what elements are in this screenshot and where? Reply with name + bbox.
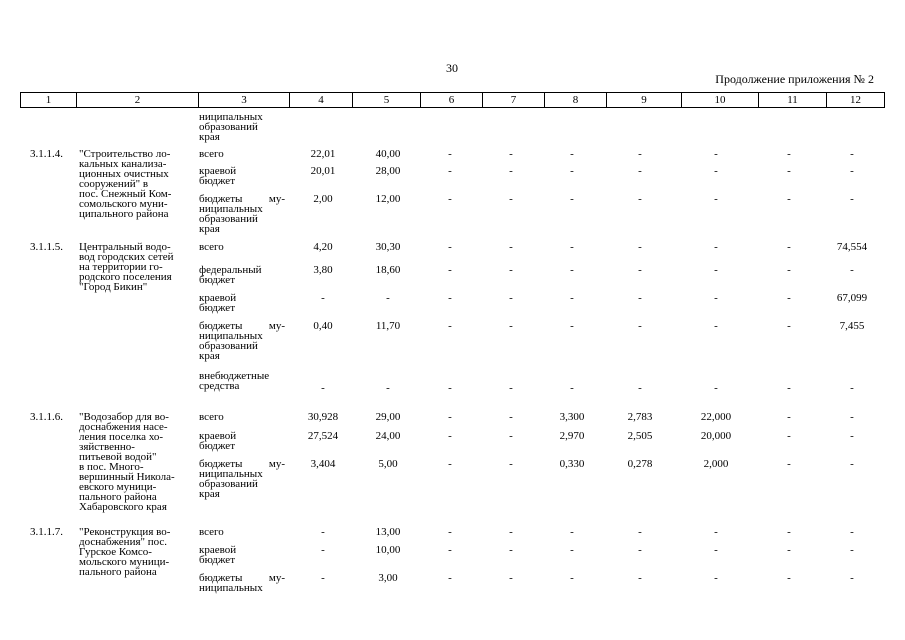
page-number: 30: [446, 61, 458, 75]
funding-source-line: всего: [199, 241, 224, 253]
table-cell-value: -: [850, 264, 854, 276]
table-cell-value: -: [638, 382, 642, 394]
row-name-line: Хабаровского края: [79, 501, 167, 513]
table-cell-value: -: [448, 193, 452, 205]
funding-source-line: бюджеты му-: [199, 458, 285, 470]
table-cell-value: -: [714, 193, 718, 205]
table-cell-value: 67,099: [836, 292, 868, 304]
table-cell-value: -: [509, 382, 513, 394]
funding-source-line: средства: [199, 380, 240, 392]
row-name-line: на территории го-: [79, 261, 163, 273]
row-name-line: Гурское Комсо-: [79, 546, 152, 558]
table-cell-value: -: [787, 264, 791, 276]
header-col-8: 8: [545, 93, 607, 108]
table-cell-value: -: [448, 382, 452, 394]
table-cell-value: -: [448, 411, 452, 423]
table-cell-value: -: [509, 193, 513, 205]
funding-source-line: бюджет: [199, 554, 235, 566]
row-name-line: доснабжения" пос.: [79, 536, 168, 548]
table-cell-value: -: [787, 411, 791, 423]
table-cell-value: 2,505: [627, 430, 653, 442]
table-cell-value: -: [787, 241, 791, 253]
table-cell-value: 0,278: [627, 458, 653, 470]
funding-source-line: краевой: [199, 292, 237, 304]
table-cell-value: -: [787, 544, 791, 556]
table-cell-value: -: [321, 292, 325, 304]
funding-source-line: образований: [199, 213, 258, 225]
table-cell-value: 5,00: [378, 458, 398, 470]
row-name-line: ципального района: [79, 208, 169, 220]
funding-source-line: всего: [199, 148, 224, 160]
table-cell-value: -: [570, 382, 574, 394]
header-col-5: 5: [353, 93, 421, 108]
funding-source-line: краевой: [199, 430, 237, 442]
header-col-3: 3: [199, 93, 290, 108]
table-cell-value: 13,00: [375, 526, 401, 538]
table-cell-value: 3,80: [313, 264, 333, 276]
row-name-line: вершинный Никола-: [79, 471, 175, 483]
table-cell-value: -: [321, 544, 325, 556]
table-cell-value: -: [787, 458, 791, 470]
table-cell-value: -: [714, 382, 718, 394]
table-cell-value: -: [850, 572, 854, 584]
row-name-line: вод городских сетей: [79, 251, 174, 263]
table-cell-value: -: [509, 165, 513, 177]
funding-source-line: бюджеты му-: [199, 320, 285, 332]
table-cell-value: -: [321, 526, 325, 538]
funding-source-line: бюджет: [199, 274, 235, 286]
funding-source-line: бюджеты му-: [199, 193, 285, 205]
table-cell-value: -: [714, 572, 718, 584]
table-cell-value: -: [509, 430, 513, 442]
header-col-10: 10: [682, 93, 759, 108]
table-cell-value: -: [570, 320, 574, 332]
table-cell-value: 0,40: [313, 320, 333, 332]
table-cell-value: -: [638, 320, 642, 332]
table-cell-value: -: [570, 526, 574, 538]
funding-source-line: бюджет: [199, 175, 235, 187]
row-code: 3.1.1.6.: [30, 411, 63, 423]
table-cell-value: -: [638, 148, 642, 160]
table-cell-value: -: [448, 544, 452, 556]
table-cell-value: -: [638, 544, 642, 556]
table-cell-value: 22,000: [700, 411, 732, 423]
table-cell-value: -: [321, 382, 325, 394]
row-name-line: "Водозабор для во-: [79, 411, 169, 423]
table-cell-value: -: [448, 165, 452, 177]
row-name-line: пального района: [79, 491, 157, 503]
table-cell-value: 11,70: [375, 320, 401, 332]
table-cell-value: -: [570, 193, 574, 205]
row-name-line: "Строительство ло-: [79, 148, 171, 160]
table-cell-value: 12,00: [375, 193, 401, 205]
table-cell-value: -: [509, 241, 513, 253]
table-cell-value: 10,00: [375, 544, 401, 556]
table-cell-value: -: [509, 458, 513, 470]
table-cell-value: 3,00: [378, 572, 398, 584]
table-cell-value: 29,00: [375, 411, 401, 423]
row-name-line: мольского муници-: [79, 556, 170, 568]
row-name-line: сооружений" в: [79, 178, 149, 190]
table-cell-value: -: [714, 544, 718, 556]
table-cell-value: -: [448, 264, 452, 276]
table-cell-value: 18,60: [375, 264, 401, 276]
row-name-line: сомольского муни-: [79, 198, 168, 210]
table-cell-value: -: [787, 193, 791, 205]
table-cell-value: 28,00: [375, 165, 401, 177]
table-cell-value: 4,20: [313, 241, 333, 253]
row-code: 3.1.1.5.: [30, 241, 63, 253]
table-cell-value: -: [570, 241, 574, 253]
header-col-4: 4: [290, 93, 353, 108]
row-name-line: пального района: [79, 566, 157, 578]
table-cell-value: -: [386, 382, 390, 394]
table-cell-value: -: [448, 320, 452, 332]
table-cell-value: -: [850, 382, 854, 394]
funding-source-line: образований: [199, 340, 258, 352]
table-cell-value: -: [787, 572, 791, 584]
table-cell-value: -: [509, 544, 513, 556]
row-name-line: Центральный водо-: [79, 241, 171, 253]
table-cell-value: -: [448, 292, 452, 304]
funding-source-line: образований: [199, 478, 258, 490]
table-cell-value: -: [787, 320, 791, 332]
table-cell-value: 20,01: [310, 165, 336, 177]
table-cell-value: -: [850, 544, 854, 556]
table-cell-value: -: [448, 572, 452, 584]
funding-source-line: края: [199, 488, 220, 500]
table-cell-value: 0,330: [559, 458, 585, 470]
table-cell-value: -: [509, 572, 513, 584]
row-name-line: ционных очистных: [79, 168, 169, 180]
table-cell-value: -: [850, 165, 854, 177]
funding-source-line: края: [199, 350, 220, 362]
table-cell-value: -: [570, 165, 574, 177]
funding-source-line: бюджет: [199, 440, 235, 452]
table-cell-value: -: [448, 458, 452, 470]
table-cell-value: 24,00: [375, 430, 401, 442]
row-name-line: евского муници-: [79, 481, 157, 493]
funding-source-line: краевой: [199, 544, 237, 556]
table-cell-value: 27,524: [307, 430, 339, 442]
table-cell-value: -: [448, 148, 452, 160]
row-name-line: ления поселка хо-: [79, 431, 164, 443]
header-col-6: 6: [421, 93, 483, 108]
table-cell-value: -: [570, 148, 574, 160]
funding-source-line: ниципальных: [199, 468, 263, 480]
table-cell-value: -: [509, 148, 513, 160]
table-cell-value: -: [386, 292, 390, 304]
table-cell-value: -: [787, 430, 791, 442]
carry-over-source-line: ниципальных: [199, 111, 263, 123]
header-col-12: 12: [827, 93, 885, 108]
header-col-7: 7: [483, 93, 545, 108]
table-cell-value: 2,783: [627, 411, 653, 423]
table-cell-value: -: [509, 264, 513, 276]
table-cell-value: 7,455: [839, 320, 865, 332]
carry-over-source-line: края: [199, 131, 220, 143]
table-header: [20, 92, 885, 108]
table-cell-value: -: [448, 241, 452, 253]
header-col-11: 11: [759, 93, 827, 108]
table-cell-value: -: [850, 411, 854, 423]
table-cell-value: 30,928: [307, 411, 339, 423]
funding-source-line: всего: [199, 526, 224, 538]
table-cell-value: -: [638, 193, 642, 205]
table-cell-value: -: [638, 572, 642, 584]
table-cell-value: 74,554: [836, 241, 868, 253]
table-cell-value: 2,000: [703, 458, 729, 470]
table-cell-value: -: [570, 572, 574, 584]
funding-source-line: бюджет: [199, 302, 235, 314]
row-name-line: доснабжения насе-: [79, 421, 168, 433]
table-cell-value: 20,000: [700, 430, 732, 442]
table-cell-value: -: [787, 165, 791, 177]
funding-source-line: федеральный: [199, 264, 262, 276]
table-cell-value: -: [509, 526, 513, 538]
table-cell-value: -: [321, 572, 325, 584]
table-cell-value: -: [638, 526, 642, 538]
table-cell-value: -: [714, 292, 718, 304]
row-name-line: родского поселения: [79, 271, 172, 283]
table-cell-value: -: [448, 430, 452, 442]
row-name-line: пос. Снежный Ком-: [79, 188, 172, 200]
table-cell-value: -: [714, 148, 718, 160]
row-name-line: зяйственно-: [79, 441, 135, 453]
table-cell-value: -: [714, 241, 718, 253]
table-cell-value: -: [570, 292, 574, 304]
funding-source-line: ниципальных: [199, 582, 263, 594]
table-cell-value: 3,404: [310, 458, 336, 470]
table-cell-value: -: [570, 544, 574, 556]
row-code: 3.1.1.7.: [30, 526, 63, 538]
funding-source-line: края: [199, 223, 220, 235]
table-cell-value: -: [850, 430, 854, 442]
row-name-line: кальных канализа-: [79, 158, 167, 170]
funding-source-line: бюджеты му-: [199, 572, 285, 584]
table-cell-value: 40,00: [375, 148, 401, 160]
table-cell-value: -: [850, 458, 854, 470]
table-cell-value: -: [509, 411, 513, 423]
table-cell-value: -: [714, 526, 718, 538]
table-cell-value: -: [850, 148, 854, 160]
header-col-1: 1: [21, 93, 77, 108]
table-cell-value: -: [448, 526, 452, 538]
carry-over-source-line: образований: [199, 121, 258, 133]
table-cell-value: -: [787, 148, 791, 160]
table-cell-value: 30,30: [375, 241, 401, 253]
table-cell-value: 3,300: [559, 411, 585, 423]
table-cell-value: -: [787, 526, 791, 538]
table-cell-value: 22,01: [310, 148, 336, 160]
table-cell-value: -: [787, 382, 791, 394]
row-name-line: "Реконструкция во-: [79, 526, 171, 538]
table-cell-value: -: [509, 292, 513, 304]
table-cell-value: 2,00: [313, 193, 333, 205]
row-code: 3.1.1.4.: [30, 148, 63, 160]
row-name-line: "Город Бикин": [79, 281, 148, 293]
table-cell-value: -: [787, 292, 791, 304]
funding-source-line: краевой: [199, 165, 237, 177]
table-cell-value: -: [714, 165, 718, 177]
table-cell-value: -: [638, 292, 642, 304]
table-cell-value: -: [638, 241, 642, 253]
row-name-line: в пос. Много-: [79, 461, 144, 473]
table-cell-value: -: [714, 320, 718, 332]
header-col-9: 9: [607, 93, 682, 108]
table-cell-value: -: [570, 264, 574, 276]
table-cell-value: -: [638, 264, 642, 276]
table-cell-value: -: [850, 193, 854, 205]
table-cell-value: -: [509, 320, 513, 332]
table-cell-value: -: [850, 526, 854, 538]
header-col-2: 2: [77, 93, 199, 108]
funding-source-line: ниципальных: [199, 203, 263, 215]
table-cell-value: 2,970: [559, 430, 585, 442]
table-cell-value: -: [638, 165, 642, 177]
funding-source-line: всего: [199, 411, 224, 423]
row-name-line: питьевой водой": [79, 451, 157, 463]
funding-source-line: ниципальных: [199, 330, 263, 342]
continuation-caption: Продолжение приложения № 2: [715, 72, 874, 86]
funding-source-line: внебюджетные: [199, 370, 270, 382]
table-cell-value: -: [714, 264, 718, 276]
